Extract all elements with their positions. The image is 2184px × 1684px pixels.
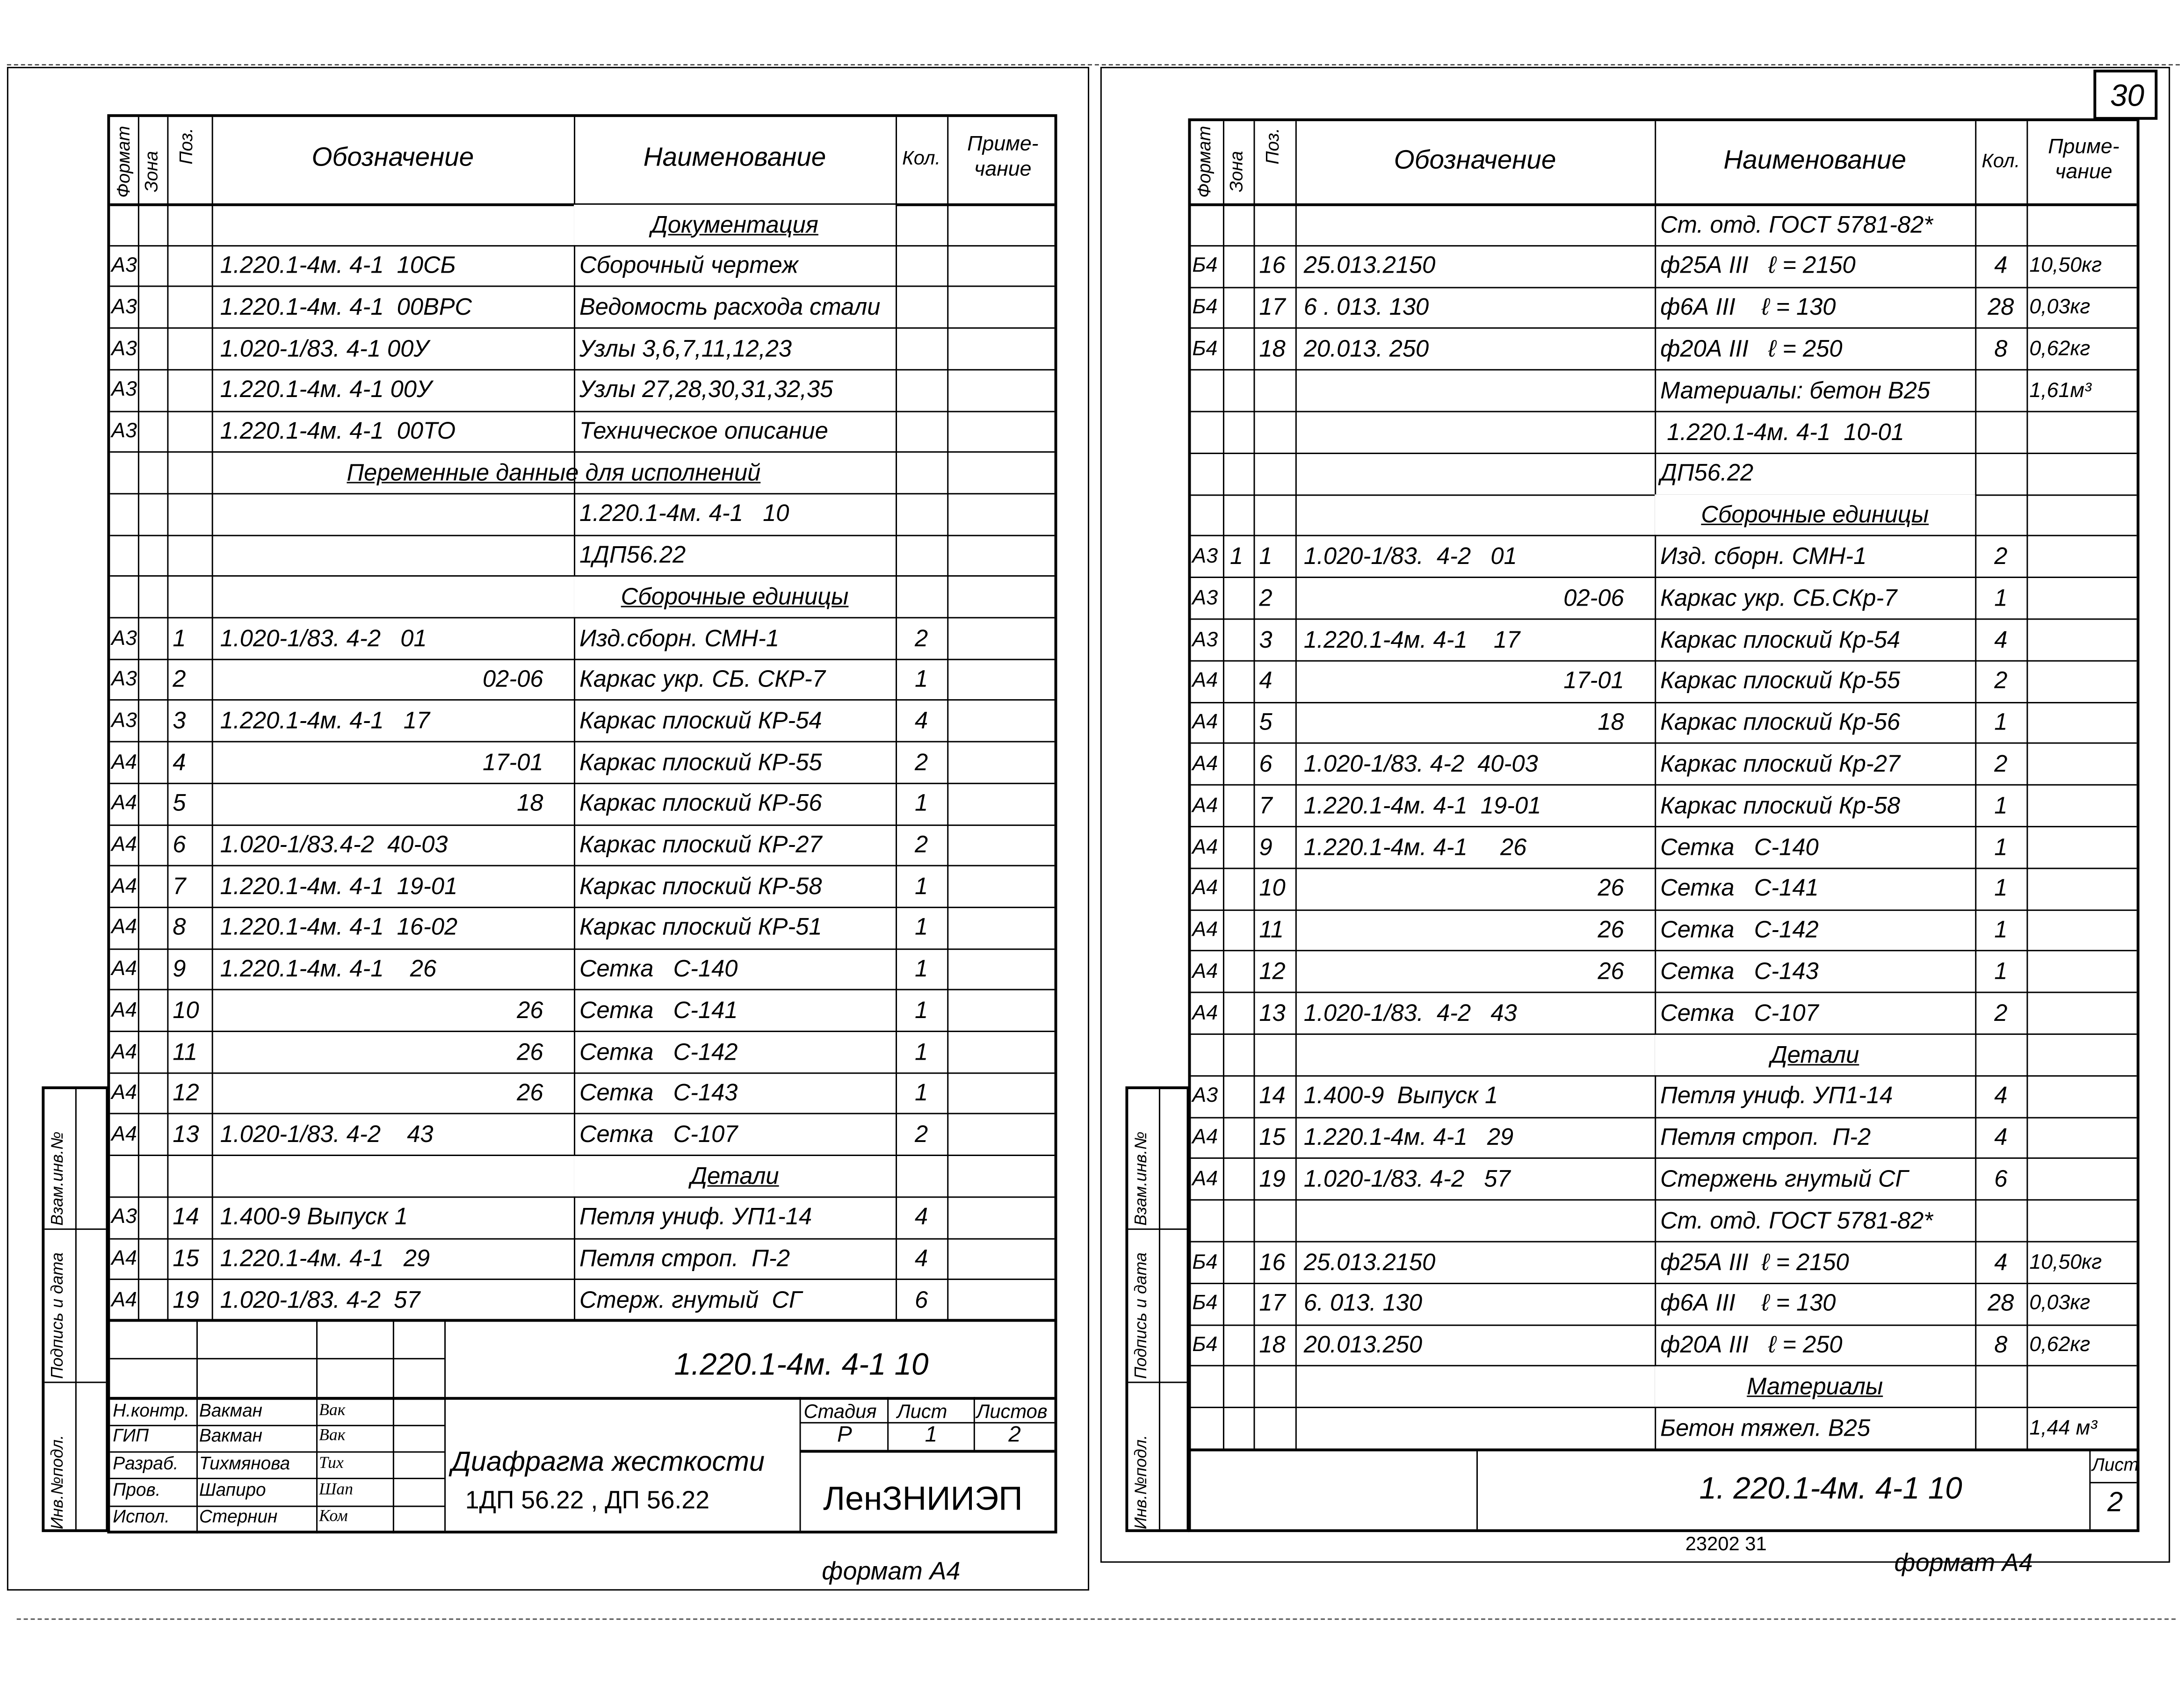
right-doc-code: 1. 220.1-4м. 4-1 10 [1699,1471,1962,1506]
name-cell: Петля униф. УП1-14 [579,1204,812,1230]
right-format-note: формат А4 [1894,1548,2033,1577]
format-cell: Б4 [1192,1250,1218,1274]
quantity-cell: 2 [1994,667,2008,694]
sheet-value: 1 [925,1423,938,1447]
quantity-cell: 2 [1994,543,2008,570]
name-cell: Бетон тяжел. В25 [1660,1415,1871,1441]
header-format: Формат [113,126,134,198]
stage-label: Стадия [803,1400,877,1422]
name-cell: Петля униф. УП1-14 [1660,1083,1893,1109]
format-cell: А4 [1192,959,1218,983]
quantity-cell: 4 [1994,626,2008,653]
position-cell: 8 [173,914,186,941]
format-cell: Б4 [1192,337,1218,361]
format-cell: А3 [111,708,137,733]
position-cell: 12 [173,1079,199,1106]
format-cell: А4 [111,915,137,940]
name-cell: Сборочный чертеж [579,252,798,279]
name-cell: Сетка С-141 [579,997,738,1024]
position-cell: 10 [173,997,199,1024]
designation-cell: 26 [517,997,543,1024]
designation-cell: 1.020-1/83. 4-2 43 [1303,999,1517,1026]
header-note-1: Приме- [967,132,1039,156]
quantity-cell: 8 [1994,335,2008,362]
section-heading-wide: Переменные данные для исполнений [347,459,761,486]
position-cell: 15 [173,1245,199,1272]
designation-cell: 1.020-1/83. 4-2 57 [1303,1165,1511,1193]
designation-cell: 1.020-1/83.4-2 40-03 [220,831,448,858]
column-divider [138,117,139,1319]
position-cell: 4 [173,749,186,775]
right-sheet-value: 2 [2107,1487,2123,1518]
quantity-cell: 1 [1994,917,2008,943]
quantity-cell: 1 [1994,833,2008,860]
page-number-box [2093,70,2157,120]
position-cell: 6 [1259,750,1273,777]
name-cell: Каркас плоский Кр-27 [1660,750,1901,777]
zone-cell: 1 [1229,543,1244,570]
designation-cell: 1.020-1/83. 4-2 57 [220,1286,420,1313]
position-cell: 3 [173,707,186,734]
designation-cell: 1.220.1-4м. 4-1 29 [220,1245,430,1272]
designation-cell: 02-06 [483,666,543,693]
person-name: Тихмянова [199,1453,290,1474]
format-cell: А4 [1192,1125,1218,1149]
name-cell: Стержень гнутый СГ [1660,1165,1909,1193]
section-heading: Детали [1655,1034,1975,1074]
designation-cell: 1.220.1-4м. 4-1 17 [220,707,430,734]
position-cell: 11 [173,1038,197,1065]
name-cell: Узлы 27,28,30,31,32,35 [579,376,833,403]
format-cell: А4 [111,998,137,1022]
position-cell: 14 [173,1204,199,1230]
name-cell: Каркас укр. СБ. СКР-7 [579,666,825,693]
designation-cell: 1.020-1/83. 4-2 40-03 [1303,750,1538,777]
position-cell: 6 [173,831,186,858]
quantity-cell: 28 [1988,1290,2014,1317]
format-cell: А3 [1192,585,1218,610]
format-cell: А4 [1192,752,1218,776]
name-cell: Каркас плоский Кр-58 [1660,792,1901,819]
note-cell: 10,50кг [2029,253,2102,278]
drawing-title: Диафрагма жесткости [451,1447,765,1478]
format-cell: Б4 [1192,1333,1218,1357]
role-label: Разраб. [113,1453,179,1474]
header-note-2: чание [2055,159,2112,183]
designation-cell: 1.220.1-4м. 4-1 00У [220,376,432,403]
format-cell: А4 [1192,1167,1218,1191]
designation-cell: 20.013.250 [1303,1331,1423,1359]
replace-inv-label: Взам.инв.№ [47,1131,67,1226]
note-cell: 1,44 м³ [2029,1416,2097,1440]
name-cell: Сетка С-140 [1660,833,1819,860]
format-cell: А3 [1192,1084,1218,1108]
format-cell: А4 [111,833,137,857]
header-position: Поз. [1262,128,1283,165]
position-cell: 17 [1259,1290,1286,1317]
quantity-cell: 1 [1994,958,2008,985]
name-cell: Сетка С-140 [579,955,738,982]
header-name: Наименование [643,143,826,173]
position-cell: 10 [1259,875,1286,902]
stage-value: Р [837,1423,852,1447]
sheets-value: 2 [1008,1423,1021,1447]
name-cell: ф25А III ℓ = 2150 [1660,252,1856,279]
name-cell: 1ДП56.22 [579,542,686,569]
person-name: Шапиро [199,1479,266,1500]
format-cell: А3 [111,378,137,402]
format-cell: А3 [111,1205,137,1229]
name-cell: Сетка С-143 [579,1079,738,1106]
position-cell: 19 [1259,1165,1286,1193]
position-cell: 18 [1259,1331,1286,1359]
column-divider [167,117,168,1319]
quantity-cell: 4 [1994,1124,2008,1151]
header-position: Поз. [175,128,196,165]
format-cell: А4 [111,1122,137,1146]
signature: Шап [319,1479,354,1499]
name-cell: Каркас плоский КР-58 [579,873,822,900]
designation-cell: 26 [517,1079,543,1106]
right-side-stamp [1125,1086,1189,1532]
name-cell: Сетка С-141 [1660,875,1819,902]
name-cell: Стерж. гнутый СГ [579,1286,802,1313]
name-cell: Сетка С-142 [1660,917,1819,943]
archive-number: 23202 31 [1685,1532,1767,1554]
quantity-cell: 2 [915,749,928,775]
quantity-cell: 2 [915,624,928,651]
designation-cell: 25.013.2150 [1303,252,1436,279]
left-format-note: формат А4 [822,1557,961,1585]
position-cell: 12 [1259,958,1286,985]
format-cell: А4 [1192,876,1218,900]
designation-cell: 17-01 [1563,667,1624,694]
quantity-cell: 6 [915,1286,928,1313]
column-divider [212,117,213,1319]
name-cell: 1.220.1-4м. 4-1 10-01 [1660,418,1904,445]
note-cell: 0,03кг [2029,1291,2090,1315]
position-cell: 17 [1259,294,1286,321]
left-doc-code: 1.220.1-4м. 4-1 10 [674,1347,929,1382]
format-cell: А4 [111,791,137,816]
position-cell: 1 [1259,543,1273,570]
designation-cell: 1.020-1/83. 4-2 43 [220,1121,434,1148]
quantity-cell: 1 [1994,792,2008,819]
role-label: Пров. [113,1479,161,1500]
name-cell: Изд.сборн. СМН-1 [579,624,780,651]
left-spec-table [107,114,1057,1322]
position-cell: 11 [1259,917,1284,943]
role-label: Н.контр. [113,1400,190,1421]
designation-cell: 1.220.1-4м. 4-1 19-01 [220,873,458,900]
organization-name: ЛенЗНИИЭП [823,1480,1023,1518]
designation-cell: 6 . 013. 130 [1303,294,1429,321]
position-cell: 4 [1259,667,1273,694]
designation-cell: 26 [517,1038,543,1065]
format-cell: А3 [111,295,137,319]
position-cell: 16 [1259,1249,1286,1275]
quantity-cell: 6 [1994,1165,2008,1193]
quantity-cell: 1 [1994,584,2008,611]
position-cell: 1 [173,624,186,651]
format-cell: А4 [111,750,137,774]
designation-cell: 18 [517,790,543,817]
name-cell: Ст. отд. ГОСТ 5781-82* [1660,211,1933,238]
position-cell: 3 [1259,626,1273,653]
designation-cell: 26 [1598,917,1624,943]
role-label: Испол. [113,1505,170,1527]
right-sheet-label: Лист [2092,1454,2139,1475]
name-cell: Изд. сборн. СМН-1 [1660,543,1867,570]
quantity-cell: 1 [915,666,928,693]
position-cell: 9 [173,955,186,982]
drawing-subtitle: 1ДП 56.22 , ДП 56.22 [465,1486,710,1514]
designation-cell: 1.020-1/83. 4-1 00У [220,335,429,362]
format-cell: А3 [111,667,137,691]
format-cell: А3 [111,253,137,278]
section-heading: Детали [574,1156,896,1196]
format-cell: Б4 [1192,253,1218,278]
quantity-cell: 2 [915,831,928,858]
name-cell: Каркас плоский Кр-54 [1660,626,1901,653]
replace-inv-label: Взам.инв.№ [1131,1131,1151,1226]
designation-cell: 6. 013. 130 [1303,1290,1423,1317]
name-cell: Сетка С-143 [1660,958,1819,985]
format-cell: А4 [1192,710,1218,734]
quantity-cell: 1 [915,790,928,817]
signature: Вак [319,1424,346,1445]
designation-cell: 02-06 [1563,584,1624,611]
note-cell: 1,61м³ [2029,378,2091,402]
header-zone: Зона [1225,151,1247,193]
quantity-cell: 2 [1994,750,2008,777]
quantity-cell: 1 [1994,709,2008,736]
quantity-cell: 28 [1988,294,2014,321]
header-designation: Обозначение [1394,145,1556,175]
format-cell: А4 [1192,1001,1218,1025]
signature: Тих [319,1453,344,1473]
name-cell: Каркас плоский КР-55 [579,749,822,775]
inv-orig-label: Инв.№подл. [47,1435,67,1530]
format-cell: А4 [1192,918,1218,942]
position-cell: 7 [173,873,186,900]
format-cell: А4 [1192,669,1218,693]
position-cell: 14 [1259,1083,1286,1109]
quantity-cell: 1 [1994,875,2008,902]
name-cell: ф25А III ℓ = 2150 [1660,1249,1849,1275]
name-cell: Петля строп. П-2 [579,1245,790,1272]
position-cell: 5 [173,790,186,817]
name-cell: Сетка С-107 [1660,999,1819,1026]
scan-edge-bottom [17,1619,2176,1620]
quantity-cell: 1 [915,1079,928,1106]
position-cell: 2 [173,666,186,693]
section-heading: Документация [574,204,896,244]
name-cell: Техническое описание [579,418,828,445]
note-cell: 0,62кг [2029,1333,2090,1357]
quantity-cell: 4 [1994,1083,2008,1109]
person-name: Вакман [199,1424,262,1446]
sheets-label: Листов [976,1400,1048,1422]
name-cell: ф20А III ℓ = 250 [1660,335,1843,362]
header-zone: Зона [140,151,162,193]
quantity-cell: 1 [915,955,928,982]
sheet-label: Лист [897,1400,947,1422]
quantity-cell: 4 [1994,252,2008,279]
name-cell: ДП56.22 [1660,460,1754,487]
page-number: 30 [2110,78,2145,113]
name-cell: Каркас укр. СБ.СКр-7 [1660,584,1897,611]
note-cell: 0,03кг [2029,295,2090,319]
quantity-cell: 4 [1994,1249,2008,1275]
header-quantity: Кол. [1982,148,2020,171]
header-quantity: Кол. [902,146,941,169]
designation-cell: 1.400-9 Выпуск 1 [220,1204,408,1230]
format-cell: А4 [111,1246,137,1271]
person-name: Стернин [199,1505,278,1527]
position-cell: 13 [1259,999,1286,1026]
section-heading: Сборочные единицы [1655,495,1975,535]
quantity-cell: 8 [1994,1331,2008,1359]
name-cell: Петля строп. П-2 [1660,1124,1871,1151]
designation-cell: 1.220.1-4м. 4-1 00ТО [220,418,456,445]
position-cell: 5 [1259,709,1273,736]
section-heading: Материалы [1655,1366,1975,1406]
name-cell: ф6А III ℓ = 130 [1660,294,1836,321]
format-cell: А4 [1192,793,1218,817]
name-cell: 1.220.1-4м. 4-1 10 [579,500,789,527]
designation-cell: 26 [1598,958,1624,985]
position-cell: 19 [173,1286,199,1313]
format-cell: А3 [111,336,137,361]
name-cell: Каркас плоский Кр-56 [1660,709,1901,736]
designation-cell: 1.220.1-4м. 4-1 29 [1303,1124,1514,1151]
designation-cell: 1.220.1-4м. 4-1 00ВРС [220,294,472,320]
position-cell: 16 [1259,252,1286,279]
quantity-cell: 4 [915,1204,928,1230]
designation-cell: 1.220.1-4м. 4-1 19-01 [1303,792,1541,819]
designation-cell: 1.220.1-4м. 4-1 17 [1303,626,1520,653]
header-note-2: чание [974,157,1032,181]
quantity-cell: 1 [915,914,928,941]
position-cell: 18 [1259,335,1286,362]
quantity-cell: 1 [915,997,928,1024]
name-cell: Каркас плоский КР-54 [579,707,822,734]
quantity-cell: 4 [915,707,928,734]
designation-cell: 17-01 [483,749,543,775]
name-cell: ф6А III ℓ = 130 [1660,1290,1836,1317]
format-cell: А4 [111,957,137,981]
quantity-cell: 1 [915,1038,928,1065]
position-cell: 9 [1259,833,1273,860]
name-cell: Каркас плоский Кр-55 [1660,667,1901,694]
format-cell: А4 [111,1287,137,1312]
name-cell: ф20А III ℓ = 250 [1660,1331,1843,1359]
format-cell: Б4 [1192,295,1218,319]
designation-cell: 1.220.1-4м. 4-1 26 [1303,833,1527,860]
name-cell: Каркас плоский КР-51 [579,914,822,941]
scan-edge-top [7,64,2180,65]
right-spec-table [1188,118,2139,1451]
designation-cell: 1.220.1-4м. 4-1 16-02 [220,914,458,941]
note-cell: 10,50кг [2029,1250,2102,1274]
designation-cell: 1.220.1-4м. 4-1 26 [220,955,437,982]
designation-cell: 1.020-1/83. 4-2 01 [220,624,427,651]
quantity-cell: 2 [915,1121,928,1148]
quantity-cell: 4 [915,1245,928,1272]
quantity-cell: 1 [915,873,928,900]
format-cell: А3 [111,626,137,650]
signature: Ком [319,1505,348,1525]
designation-cell: 1.020-1/83. 4-2 01 [1303,543,1517,570]
name-cell: Материалы: бетон В25 [1660,377,1931,404]
header-note-1: Приме- [2048,134,2119,159]
role-label: ГИП [113,1424,149,1446]
left-title-block [107,1319,1057,1533]
format-cell: А4 [111,1040,137,1063]
format-cell: А3 [111,419,137,443]
designation-cell: 20.013. 250 [1303,335,1429,362]
designation-cell: 1.220.1-4м. 4-1 10СБ [220,252,456,279]
sign-date-label: Подпись и дата [1131,1252,1151,1379]
column-divider [574,117,575,1319]
name-cell: Каркас плоский КР-27 [579,831,822,858]
format-cell: Б4 [1192,1291,1218,1315]
designation-cell: 25.013.2150 [1303,1249,1436,1275]
right-title-block [1188,1448,2139,1532]
format-cell: А3 [1192,544,1218,568]
format-cell: А3 [1192,627,1218,651]
sign-date-label: Подпись и дата [47,1252,67,1379]
section-heading: Сборочные единицы [574,576,896,616]
format-cell: А4 [1192,835,1218,859]
person-name: Вакман [199,1400,262,1421]
name-cell: Узлы 3,6,7,11,12,23 [579,335,792,362]
column-divider [947,117,948,1319]
position-cell: 7 [1259,792,1273,819]
header-format: Формат [1193,126,1215,198]
quantity-cell: 2 [1994,999,2008,1026]
signature: Вак [319,1400,346,1419]
position-cell: 2 [1259,584,1273,611]
note-cell: 0,62кг [2029,337,2090,361]
name-cell: Сетка С-107 [579,1121,738,1148]
format-cell: А4 [111,1081,137,1105]
header-name: Наименование [1723,145,1906,175]
format-cell: А4 [111,874,137,898]
name-cell: Ведомость расхода стали [579,294,881,320]
designation-cell: 26 [1598,875,1624,902]
name-cell: Сетка С-142 [579,1038,738,1065]
position-cell: 15 [1259,1124,1286,1151]
designation-cell: 1.400-9 Выпуск 1 [1303,1083,1498,1109]
designation-cell: 18 [1598,709,1624,736]
name-cell: Каркас плоский КР-56 [579,790,822,817]
header-designation: Обозначение [311,143,474,173]
left-side-stamp [42,1086,108,1532]
name-cell: Ст. отд. ГОСТ 5781-82* [1660,1207,1933,1234]
position-cell: 13 [173,1121,199,1148]
inv-orig-label: Инв.№подл. [1131,1435,1151,1530]
